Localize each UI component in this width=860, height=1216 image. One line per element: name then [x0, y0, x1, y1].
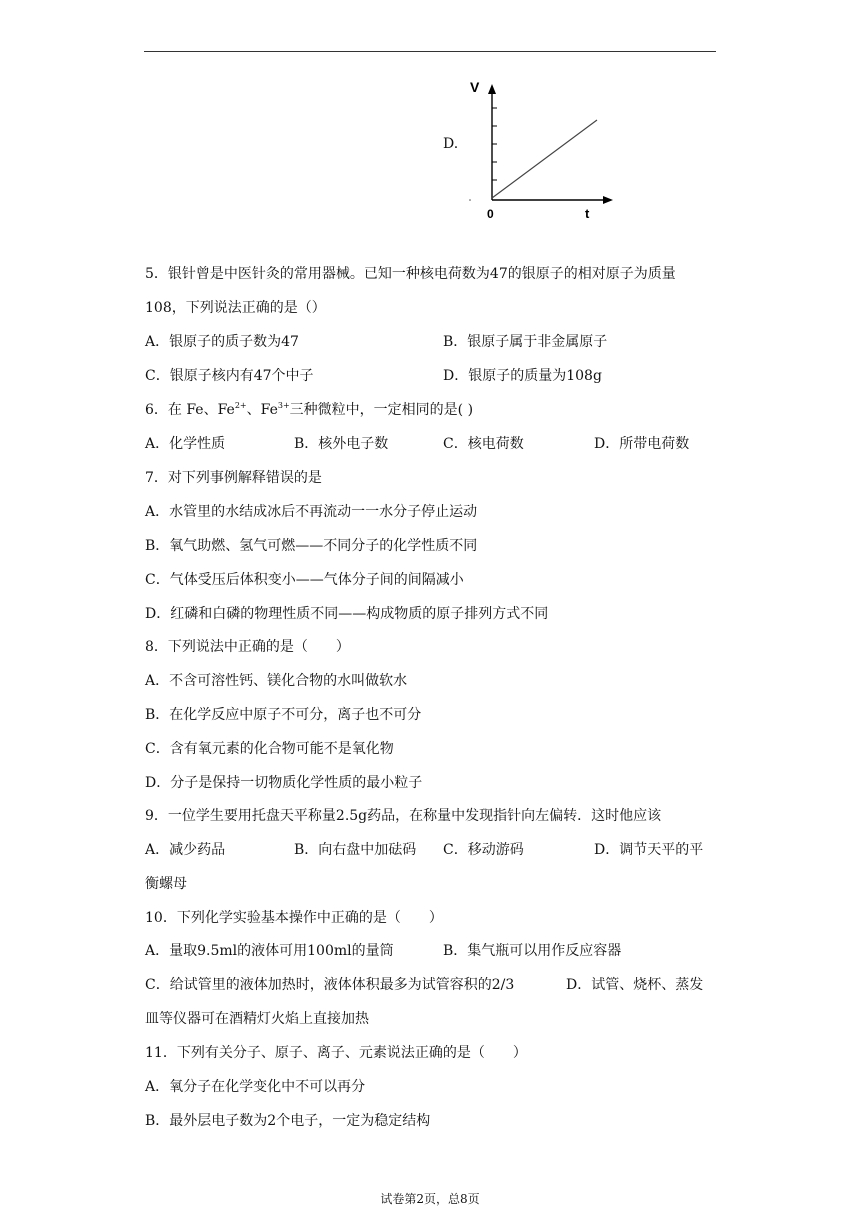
q6-stem-post: 三种微粒中，一定相同的是( ) — [289, 402, 474, 418]
q6-stem-pre: 6．在 Fe、Fe — [145, 402, 235, 418]
q9-option-c: C．移动游码 — [443, 842, 524, 858]
q5-stem-line1: 5．银针曾是中医针灸的常用器械。已知一种核电荷数为47的银原子的相对原子为质量 — [145, 266, 676, 282]
q9-stem: 9．一位学生要用托盘天平称量2.5g药品，在称量中发现指针向左偏转．这时他应该 — [145, 808, 662, 824]
q7-option-b: B．氧气助燃、氢气可燃——不同分子的化学性质不同 — [145, 538, 478, 554]
graph-option-label: D. — [443, 136, 459, 152]
q8-stem: 8．下列说法中正确的是（ ） — [145, 639, 350, 655]
q5-option-a: A．银原子的质子数为47 — [145, 334, 299, 350]
q5-option-c: C．银原子核内有47个中子 — [145, 368, 314, 384]
q7-option-c: C．气体受压后体积变小——气体分子间的间隔减小 — [145, 572, 464, 588]
q10-option-d-line2: 皿等仪器可在酒精灯火焰上直接加热 — [145, 1011, 369, 1027]
graph-y-arrow — [488, 84, 496, 94]
q10-option-d-line1: D．试管、烧杯、蒸发 — [566, 977, 704, 993]
q6-option-d: D．所带电荷数 — [594, 436, 690, 452]
graph-origin-label: 0 — [487, 207, 494, 221]
q9-option-d-line2: 衡螺母 — [145, 876, 187, 892]
q6-stem — [145, 401, 473, 419]
q5-option-d: D．银原子的质量为108g — [443, 368, 602, 384]
q5-stem-line2: 108，下列说法正确的是（） — [145, 300, 326, 316]
q8-option-d: D．分子是保持一切物质化学性质的最小粒子 — [145, 775, 423, 791]
q8-option-a: A．不含可溶性钙、镁化合物的水叫做软水 — [145, 673, 408, 689]
q6-option-c: C．核电荷数 — [443, 436, 524, 452]
page-footer: 试卷第2页，总8页 — [380, 1192, 480, 1206]
q10-option-a: A．量取9.5ml的液体可用100ml的量筒 — [145, 943, 394, 959]
q11-option-b: B．最外层电子数为2个电子，一定为稳定结构 — [145, 1113, 431, 1129]
q6-sup-fe2: 2+ — [234, 401, 247, 410]
velocity-time-graph — [462, 76, 622, 226]
graph-x-arrow — [603, 196, 613, 204]
q10-stem: 10．下列化学实验基本操作中正确的是（ ） — [145, 910, 443, 926]
q10-option-c: C．给试管里的液体加热时，液体体积最多为试管容积的2/3 — [145, 977, 515, 993]
q6-option-b: B．核外电子数 — [294, 436, 389, 452]
q7-option-d: D．红磷和白磷的物理性质不同——构成物质的原子排列方式不同 — [145, 606, 549, 622]
q9-option-a: A．减少药品 — [145, 842, 226, 858]
q8-option-c: C．含有氧元素的化合物可能不是氧化物 — [145, 741, 394, 757]
q11-option-a: A．氧分子在化学变化中不可以再分 — [145, 1079, 366, 1095]
q6-stem-mid: 、Fe — [246, 402, 278, 418]
q7-stem: 7．对下列事例解释错误的是 — [145, 470, 322, 486]
q6-option-a: A．化学性质 — [145, 436, 226, 452]
q7-option-a: A．水管里的水结成冰后不再流动一一水分子停止运动 — [145, 504, 478, 520]
q9-option-b: B．向右盘中加砝码 — [294, 842, 417, 858]
q5-option-b: B．银原子属于非金属原子 — [443, 334, 608, 350]
q10-option-b: B．集气瓶可以用作反应容器 — [443, 943, 622, 959]
q8-option-b: B．在化学反应中原子不可分，离子也不可分 — [145, 707, 422, 723]
graph-x-label: t — [585, 206, 590, 221]
header-rule — [144, 51, 716, 52]
q9-option-d-line1: D．调节天平的平 — [594, 842, 704, 858]
graph-dot — [469, 199, 471, 201]
q6-sup-fe3: 3+ — [277, 401, 290, 410]
graph-y-label: V — [470, 79, 480, 95]
graph-y-ticks — [492, 108, 497, 180]
graph-series-line — [492, 120, 597, 198]
q11-stem: 11．下列有关分子、原子、离子、元素说法正确的是（ ） — [145, 1045, 527, 1061]
